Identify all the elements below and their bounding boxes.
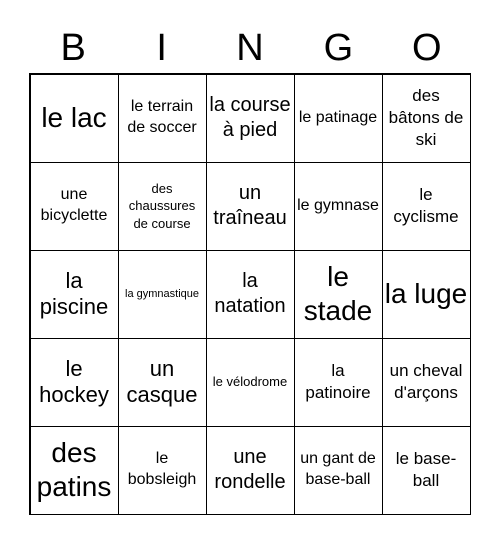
bingo-cell[interactable]: la course à pied (206, 74, 295, 163)
bingo-cell[interactable]: le cyclisme (382, 162, 471, 251)
bingo-cell[interactable]: une rondelle (206, 426, 295, 515)
bingo-cell[interactable]: un cheval d'arçons (382, 338, 471, 427)
header-letter-g: G (323, 27, 354, 69)
bingo-header (29, 20, 471, 76)
header-letter-n: N (236, 27, 264, 69)
bingo-cell[interactable]: le lac (30, 74, 119, 163)
bingo-cell[interactable]: le gymnase (294, 162, 383, 251)
bingo-cell[interactable]: la piscine (30, 250, 119, 339)
bingo-cell[interactable]: la natation (206, 250, 295, 339)
header-letter-b: B (60, 27, 86, 69)
header-letter-i: I (156, 27, 167, 69)
header-letter-o: O (412, 27, 442, 69)
bingo-cell[interactable]: le terrain de soccer (118, 74, 207, 163)
bingo-cell[interactable]: la gymnastique (118, 250, 207, 339)
bingo-cell[interactable]: le bobsleigh (118, 426, 207, 515)
bingo-cell[interactable]: un traîneau (206, 162, 295, 251)
bingo-cell[interactable]: des bâtons de ski (382, 74, 471, 163)
bingo-cell[interactable]: un gant de base-ball (294, 426, 383, 515)
bingo-cell[interactable]: des chaussures de course (118, 162, 207, 251)
bingo-board (29, 73, 471, 515)
bingo-cell[interactable]: le patinage (294, 74, 383, 163)
bingo-cell[interactable]: une bicyclette (30, 162, 119, 251)
bingo-cell[interactable]: un casque (118, 338, 207, 427)
bingo-cell[interactable]: le hockey (30, 338, 119, 427)
bingo-cell[interactable]: la luge (382, 250, 471, 339)
bingo-cell[interactable]: le vélodrome (206, 338, 295, 427)
bingo-cell[interactable]: la patinoire (294, 338, 383, 427)
bingo-cell[interactable]: le stade (294, 250, 383, 339)
bingo-cell[interactable]: le base-ball (382, 426, 471, 515)
bingo-cell[interactable]: des patins (30, 426, 119, 515)
